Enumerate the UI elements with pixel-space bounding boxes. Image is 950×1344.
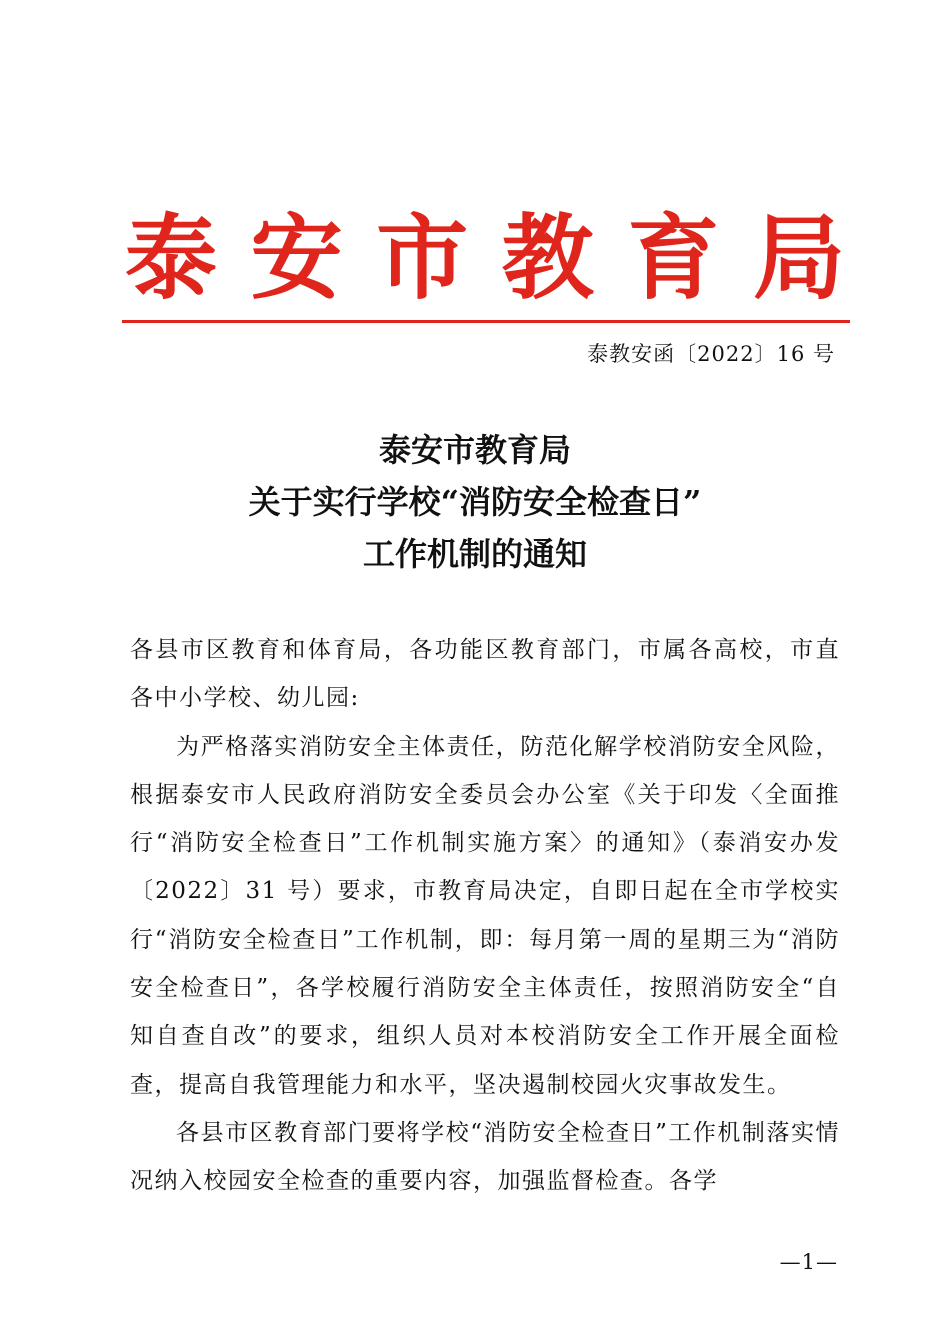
document-number: 泰教安函〔2022〕16 号 <box>587 342 835 366</box>
masthead-char: 教 <box>501 203 594 312</box>
salutation: 各县市区教育和体育局，各功能区教育部门，市属各高校，市直各中小学校、幼儿园: <box>130 637 840 712</box>
document-body <box>130 626 840 1206</box>
masthead-char: 安 <box>250 203 343 312</box>
document-title <box>0 424 950 580</box>
body-paragraph: 各县市区教育部门要将学校“消防安全检查日”工作机制落实情况纳入校园安全检查的重要内容，加强监督检查。各学 <box>130 1119 840 1195</box>
issuer-masthead <box>125 200 845 315</box>
title-line: 关于实行学校“消防安全检查日” <box>248 483 702 521</box>
red-divider-line <box>122 320 850 323</box>
masthead-char: 育 <box>627 203 720 312</box>
title-line: 泰安市教育局 <box>378 431 571 469</box>
body-paragraph: 为严格落实消防安全主体责任，防范化解学校消防安全风险，根据泰安市人民政府消防安全委员会办公室《关于印发〈全面推行“消防安全检查日”工作机制实施方案〉的通知》（泰消安办发〔2022〕31 号）要求，市教育局决定，自即日起在全市学校实行“消防安全检查日”工作机制，即：每月第一周的星期三为“消防安全检查日”，各学校履行消防安全主体责任，按照消防安全“自知自查自改”的要求，组织人员对本校消防安全工作开展全面检查，提高自我管理能力和水平，坚决遏制校园火灾事故发生。 <box>130 733 840 1098</box>
title-line: 工作机制的通知 <box>362 535 587 573</box>
masthead-char: 泰 <box>125 203 218 312</box>
masthead-char: 局 <box>752 203 845 312</box>
page-number: —1— <box>779 1250 838 1274</box>
masthead-char: 市 <box>376 203 469 312</box>
